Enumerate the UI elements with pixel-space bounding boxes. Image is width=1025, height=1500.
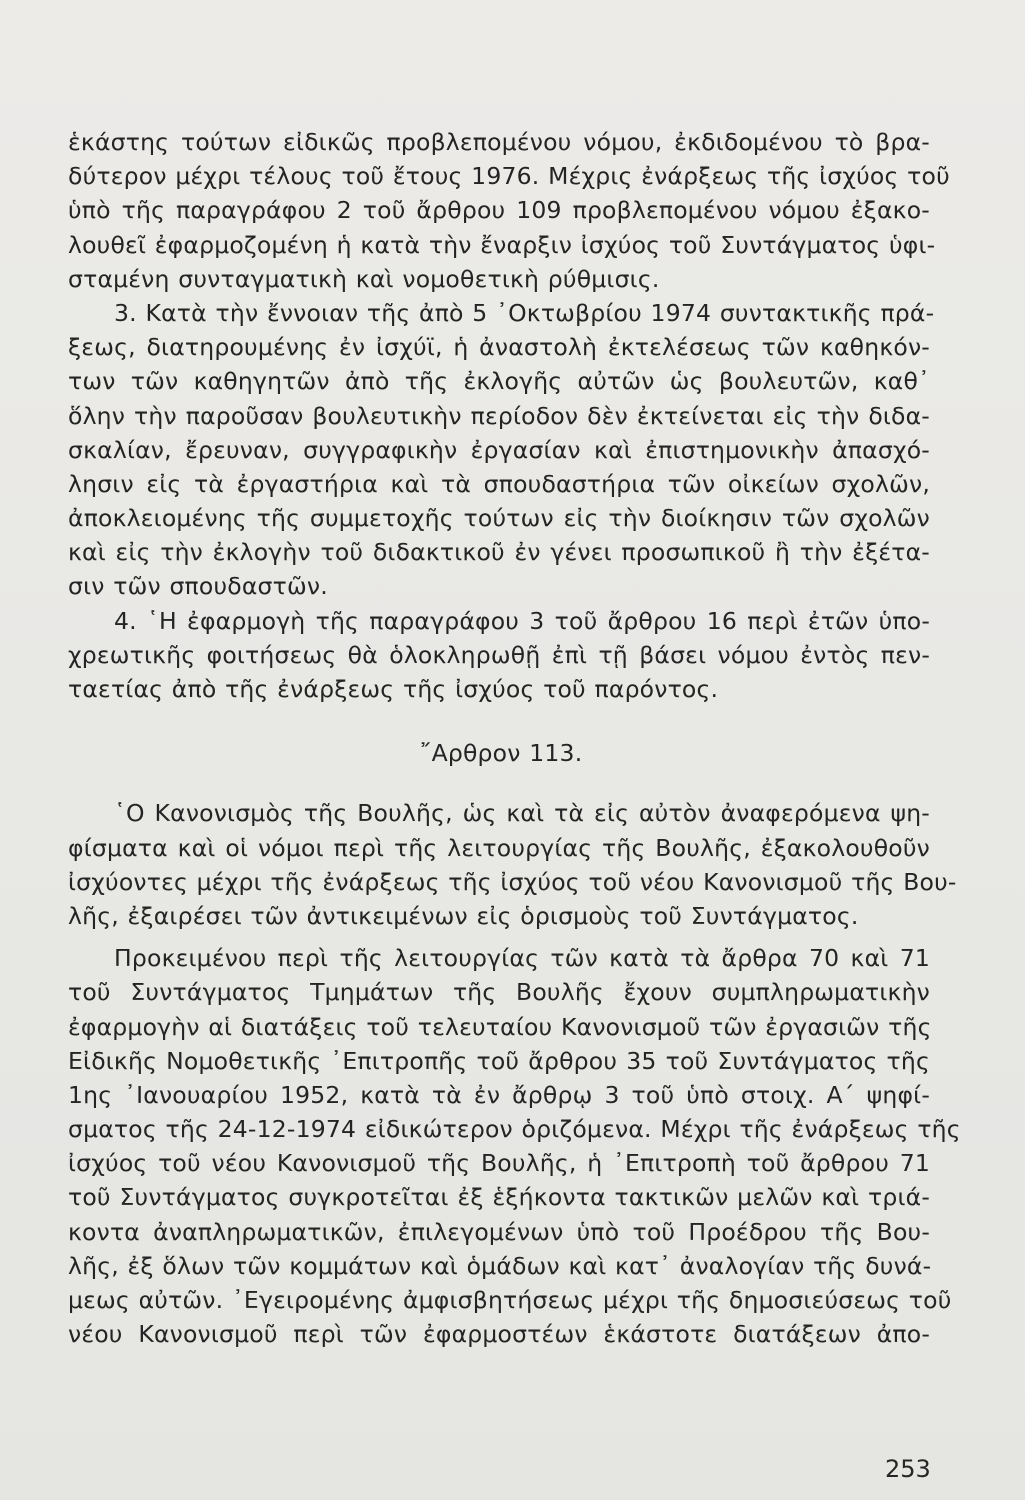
text-line: 4. ῾Η ἐφαρμογὴ τῆς παραγράφου 3 τοῦ ἄρθρου 16 περὶ ἐτῶν ὑπο- (114, 606, 930, 635)
text-line: Προκειμένου περὶ τῆς λειτουργίας τῶν κατὰ τὰ ἄρθρα 70 καὶ 71 (114, 944, 930, 973)
text-line: ἐφαρμογὴν αἱ διατάξεις τοῦ τελευταίου Κανονισμοῦ τῶν ἐργασιῶν τῆς (68, 1012, 932, 1041)
paragraph-3 (68, 296, 935, 604)
article-paragraph-1 (68, 796, 957, 933)
text-line: λῆς, ἐξαιρέσει τῶν ἀντικειμένων εἰς ὁρισμοὺς τοῦ Συντάγματος. (68, 901, 859, 930)
text-line: ὑπὸ τῆς παραγράφου 2 τοῦ ἄρθρου 109 προβλεπομένου νόμου ἐξακο- (68, 196, 930, 225)
text-line: ῾Ο Κανονισμὸς τῆς Βουλῆς, ὡς καὶ τὰ εἰς αὐτὸν ἀναφερόμενα ψη- (114, 799, 930, 828)
article-heading: ῎Αρθρον 113. (419, 739, 583, 768)
text-line: ἰσχύοντες μέχρι τῆς ἐνάρξεως τῆς ἰσχύος τοῦ νέου Κανονισμοῦ τῆς Βου- (68, 867, 957, 896)
text-line: 1ης ᾿Ιανουαρίου 1952, κατὰ τὰ ἐν ἄρθρῳ 3 τοῦ ὑπὸ στοιχ. Α΄ ψηφί- (68, 1080, 930, 1109)
article-paragraph-2 (68, 941, 961, 1351)
text-line: σματος τῆς 24-12-1974 εἰδικώτερον ὁριζόμενα. Μέχρι τῆς ἐνάρξεως τῆς (68, 1115, 961, 1144)
text-line: ἀποκλειομένης τῆς συμμετοχῆς τούτων εἰς τὴν διοίκησιν τῶν σχολῶν (68, 504, 930, 533)
text-line: Εἰδικῆς Νομοθετικῆς ᾿Επιτροπῆς τοῦ ἄρθρου 35 τοῦ Συντάγματος τῆς (68, 1046, 930, 1075)
text-line: φίσματα καὶ οἱ νόμοι περὶ τῆς λειτουργίας τῆς Βουλῆς, ἐξακολουθοῦν (68, 833, 930, 862)
text-line: νέου Κανονισμοῦ περὶ τῶν ἐφαρμοστέων ἑκάστοτε διατάξεων ἀπο- (68, 1320, 930, 1349)
paragraph-continuation (68, 125, 950, 296)
text-line: των τῶν καθηγητῶν ἀπὸ τῆς ἐκλογῆς αὐτῶν ὡς βουλευτῶν, καθ᾿ (68, 367, 930, 396)
text-line: ξεως, διατηρουμένης ἐν ἰσχύϊ, ἡ ἀναστολὴ ἐκτελέσεως τῶν καθηκόν- (68, 333, 930, 362)
text-line: σιν τῶν σπουδαστῶν. (68, 572, 328, 601)
text-line: λησιν εἰς τὰ ἐργαστήρια καὶ τὰ σπουδαστήρια τῶν οἰκείων σχολῶν, (68, 469, 930, 498)
text-line: σκαλίαν, ἔρευναν, συγγραφικὴν ἐργασίαν καὶ ἐπιστημονικὴν ἀπασχό- (68, 435, 930, 464)
text-line: ἑκάστης τούτων εἰδικῶς προβλεπομένου νόμου, ἐκδιδομένου τὸ βρα- (68, 128, 930, 156)
text-line: σταμένη συνταγματικὴ καὶ νομοθετικὴ ρύθμισις. (68, 264, 660, 293)
text-line: καὶ εἰς τὴν ἐκλογὴν τοῦ διδακτικοῦ ἐν γένει προσωπικοῦ ἢ τὴν ἐξέτα- (68, 538, 930, 567)
text-line: ἰσχύος τοῦ νέου Κανονισμοῦ τῆς Βουλῆς, ἡ ᾿Επιτροπὴ τοῦ ἄρθρου 71 (68, 1149, 930, 1178)
text-line: δύτερον μέχρι τέλους τοῦ ἔτους 1976. Μέχρις ἐνάρξεως τῆς ἰσχύος τοῦ (68, 162, 950, 191)
text-line: μεως αὐτῶν. ᾿Εγειρομένης ἀμφισβητήσεως μέχρι τῆς δημοσιεύσεως τοῦ (68, 1286, 952, 1314)
text-line: ὅλην τὴν παροῦσαν βουλευτικὴν περίοδον δὲν ἐκτείνεται εἰς τὴν διδα- (68, 401, 930, 430)
text-line: 3. Κατὰ τὴν ἔννοιαν τῆς ἀπὸ 5 ᾿Οκτωβρίου 1974 συντακτικῆς πρά- (114, 298, 935, 327)
paragraph-4 (68, 604, 930, 707)
text-line: λουθεῖ ἐφαρμοζομένη ἡ κατὰ τὴν ἔναρξιν ἰσχύος τοῦ Συντάγματος ὑφι- (68, 230, 936, 259)
page-number: 253 (885, 1455, 931, 1483)
text-line: κοντα ἀναπληρωματικῶν, ἐπιλεγομένων ὑπὸ τοῦ Προέδρου τῆς Βου- (68, 1217, 930, 1246)
text-line: χρεωτικῆς φοιτήσεως θὰ ὁλοκληρωθῇ ἐπὶ τῇ βάσει νόμου ἐντὸς πεν- (68, 640, 930, 669)
text-line: λῆς, ἐξ ὅλων τῶν κομμάτων καὶ ὁμάδων καὶ κατ᾿ ἀναλογίαν τῆς δυνά- (68, 1251, 932, 1280)
paragraph-gap (68, 933, 930, 941)
page-body (68, 125, 961, 1351)
text-line: τοῦ Συντάγματος Τμημάτων τῆς Βουλῆς ἔχουν συμπληρωματικὴν (68, 978, 930, 1007)
text-line: ταετίας ἀπὸ τῆς ἐνάρξεως τῆς ἰσχύος τοῦ παρόντος. (68, 675, 719, 703)
text-line: τοῦ Συντάγματος συγκροτεῖται ἐξ ἑξήκοντα τακτικῶν μελῶν καὶ τριά- (68, 1183, 930, 1212)
